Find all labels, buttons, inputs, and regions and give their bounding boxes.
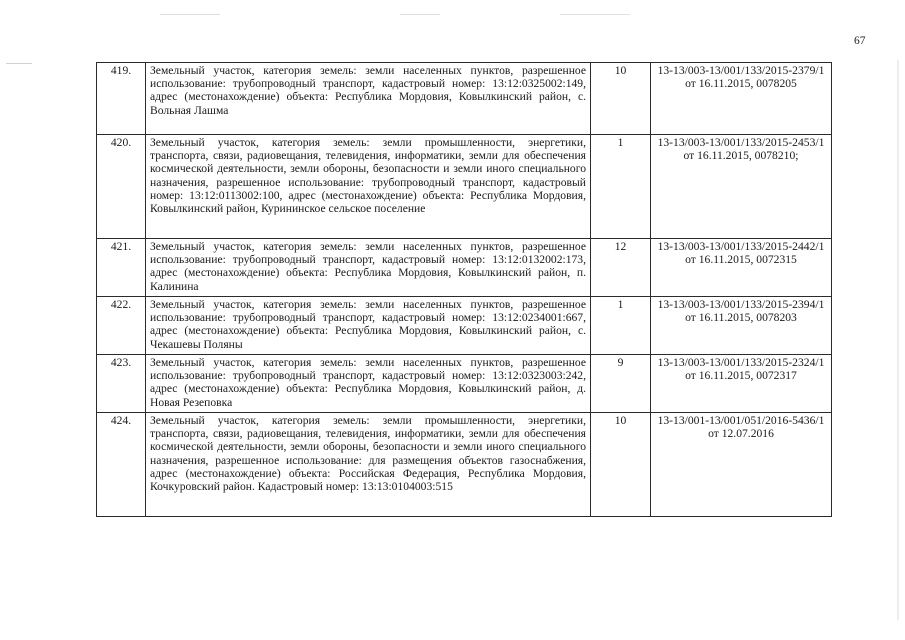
table-row	[97, 63, 832, 135]
row-quantity: 12	[591, 239, 651, 297]
table-row	[97, 297, 832, 355]
row-quantity: 1	[591, 297, 651, 355]
row-registration: 13-13/003-13/001/133/2015-2379/1 от 16.11.2015, 0078205	[651, 63, 832, 135]
row-registration: 13-13/003-13/001/133/2015-2453/1 от 16.11.2015, 0078210;	[651, 135, 832, 239]
row-registration: 13-13/001-13/001/051/2016-5436/1 от 12.07.2016	[651, 413, 832, 517]
scan-artifact-right-edge	[897, 60, 899, 620]
row-description: Земельный участок, категория земель: земли населенных пунктов, разрешенное использование: трубопроводный транспорт, кадастровый номер: 13:12:0323003:242, адрес (местонахождение) объекта: Республика Мордовия, Ковылкинский район, д. Новая Резеповка	[146, 355, 591, 413]
land-plots-table	[96, 62, 832, 517]
table-row	[97, 355, 832, 413]
scan-artifact-top	[400, 14, 440, 15]
row-description: Земельный участок, категория земель: земли населенных пунктов, разрешенное использование: трубопроводный транспорт, кадастровый номер: 13:12:0325002:149, адрес (местонахождение) объекта: Республика Мордовия, Ковылкинский район, с. Вольная Лашма	[146, 63, 591, 135]
row-number: 419.	[97, 63, 146, 135]
row-quantity: 1	[591, 135, 651, 239]
row-registration: 13-13/003-13/001/133/2015-2324/1 от 16.11.2015, 0072317	[651, 355, 832, 413]
row-quantity: 10	[591, 63, 651, 135]
row-number: 423.	[97, 355, 146, 413]
table-row	[97, 135, 832, 239]
row-description: Земельный участок, категория земель: земли населенных пунктов, разрешенное использование: трубопроводный транспорт, кадастровый номер: 13:12:0132002:173, адрес (местонахождение) объекта: Республика Мордовия, Ковылкинский район, п. Калинина	[146, 239, 591, 297]
table-row	[97, 239, 832, 297]
row-number: 420.	[97, 135, 146, 239]
row-number: 424.	[97, 413, 146, 517]
scan-artifact-top	[160, 14, 220, 15]
row-number: 422.	[97, 297, 146, 355]
page-number: 67	[854, 35, 866, 47]
scan-artifact-top	[560, 14, 630, 15]
row-description: Земельный участок, категория земель: земли населенных пунктов, разрешенное использование: трубопроводный транспорт, кадастровый номер: 13:12:0234001:667, адрес (местонахождение) объекта: Республика Мордовия, Ковылкинский район, с. Чекашевы Поляны	[146, 297, 591, 355]
row-registration: 13-13/003-13/001/133/2015-2442/1 от 16.11.2015, 0072315	[651, 239, 832, 297]
row-description: Земельный участок, категория земель: земли промышленности, энергетики, транспорта, связи, радиовещания, телевидения, информатики, земли для обеспечения космической деятельности, земли обороны, безопасности и земли иного специального назначения, разрешенное использование: для размещения объектов газоснабжения, адрес (местонахождение) объекта: Российская Федерация, Республика Мордовия, Кочкуровский район. Кадастровый номер: 13:13:0104003:515	[146, 413, 591, 517]
row-number: 421.	[97, 239, 146, 297]
table-row	[97, 413, 832, 517]
scan-artifact-left	[6, 63, 32, 64]
row-quantity: 10	[591, 413, 651, 517]
row-description: Земельный участок, категория земель: земли промышленности, энергетики, транспорта, связи, радиовещания, телевидения, информатики, земли для обеспечения космической деятельности, земли обороны, безопасности и земли иного специального назначения, разрешенное использование: трубопроводный транспорт, кадастровый номер: 13:12:0113002:100, адрес (местонахождение) объекта: Республика Мордовия, Ковылкинский район, Курининское сельское поселение	[146, 135, 591, 239]
row-registration: 13-13/003-13/001/133/2015-2394/1 от 16.11.2015, 0078203	[651, 297, 832, 355]
row-quantity: 9	[591, 355, 651, 413]
